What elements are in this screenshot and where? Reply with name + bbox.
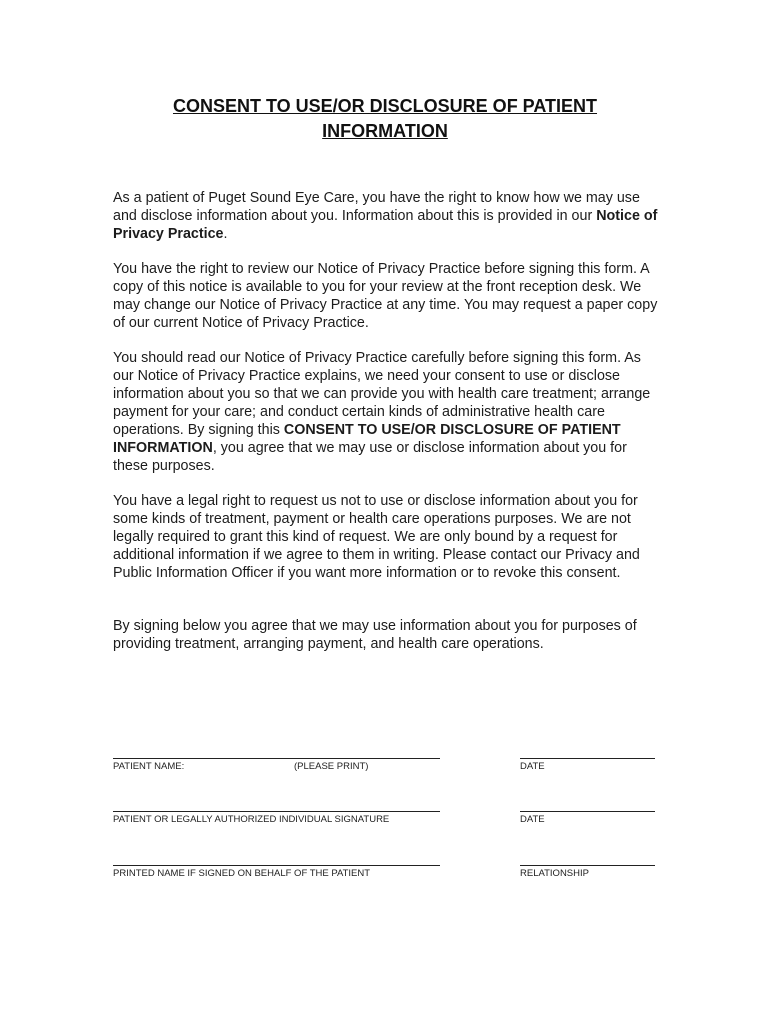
patient-name-line[interactable] — [113, 758, 440, 759]
date-label-2: DATE — [520, 814, 545, 825]
signature-label: PATIENT OR LEGALLY AUTHORIZED INDIVIDUAL SIGNATURE — [113, 814, 390, 825]
paragraph-3-bold-consent: CONSENT TO USE/OR DISCLOSURE OF PATIENT INFORMATION — [113, 422, 621, 456]
relationship-label: RELATIONSHIP — [520, 868, 589, 879]
paragraph-consent-purpose — [113, 349, 658, 475]
please-print-label: (PLEASE PRINT) — [294, 761, 369, 772]
paragraph-1-bold-notice: Notice of Privacy Practice — [113, 208, 658, 242]
document-title-line-1: CONSENT TO USE/OR DISCLOSURE OF PATIENT — [172, 96, 598, 116]
paragraph-legal-right — [113, 492, 658, 582]
signature-line[interactable] — [113, 811, 440, 812]
paragraph-review-notice — [113, 260, 658, 332]
document-title-line-2: INFORMATION — [322, 121, 448, 141]
printed-name-label: PRINTED NAME IF SIGNED ON BEHALF OF THE PATIENT — [113, 868, 371, 879]
relationship-line[interactable] — [520, 865, 655, 866]
paragraph-3-text-a: You should read our Notice of Privacy Practice carefully before signing this form. As our Notice of Privacy Practice explains, we need your consent to use or disclose information about you so that we can provide you with health care treatment; arrange payment for your care; and conduct certain kinds of administrative health care operations. By signing this — [113, 350, 651, 438]
date-label-1: DATE — [520, 761, 545, 772]
paragraph-rights-notice — [113, 189, 658, 243]
paragraph-3-text-b: , you agree that we may use or disclose information about you for these purposes. — [113, 440, 627, 474]
paragraph-4-text: You have a legal right to request us not to use or disclose information about you for some kinds of treatment, payment or health care operations purposes. We are not legally required to grant this kind of request. We are only bound by a request for additional information if we agree to them in writing. Please contact our Privacy and Public Information Officer if you want more information or to revoke this consent. — [113, 493, 640, 581]
paragraph-1-text-b: . — [223, 226, 228, 242]
paragraph-2-text: You have the right to review our Notice of Privacy Practice before signing this form. A copy of this notice is available to you for your review at the front reception desk. We may change our Notice of Privacy Practice at any time. You may request a paper copy of our current Notice of Privacy Practice. — [113, 261, 658, 331]
patient-name-label: PATIENT NAME: — [113, 761, 185, 772]
printed-name-line[interactable] — [113, 865, 440, 866]
date-line-1[interactable] — [520, 758, 655, 759]
date-line-2[interactable] — [520, 811, 655, 812]
paragraph-5-text: By signing below you agree that we may use information about you for purposes of providing treatment, arranging payment, and health care operations. — [113, 618, 637, 652]
paragraph-agreement — [113, 617, 658, 653]
document-title — [0, 94, 770, 144]
paragraph-1-text-a: As a patient of Puget Sound Eye Care, you have the right to know how we may use and disclose information about you. Information about this is provided in our — [113, 190, 640, 224]
